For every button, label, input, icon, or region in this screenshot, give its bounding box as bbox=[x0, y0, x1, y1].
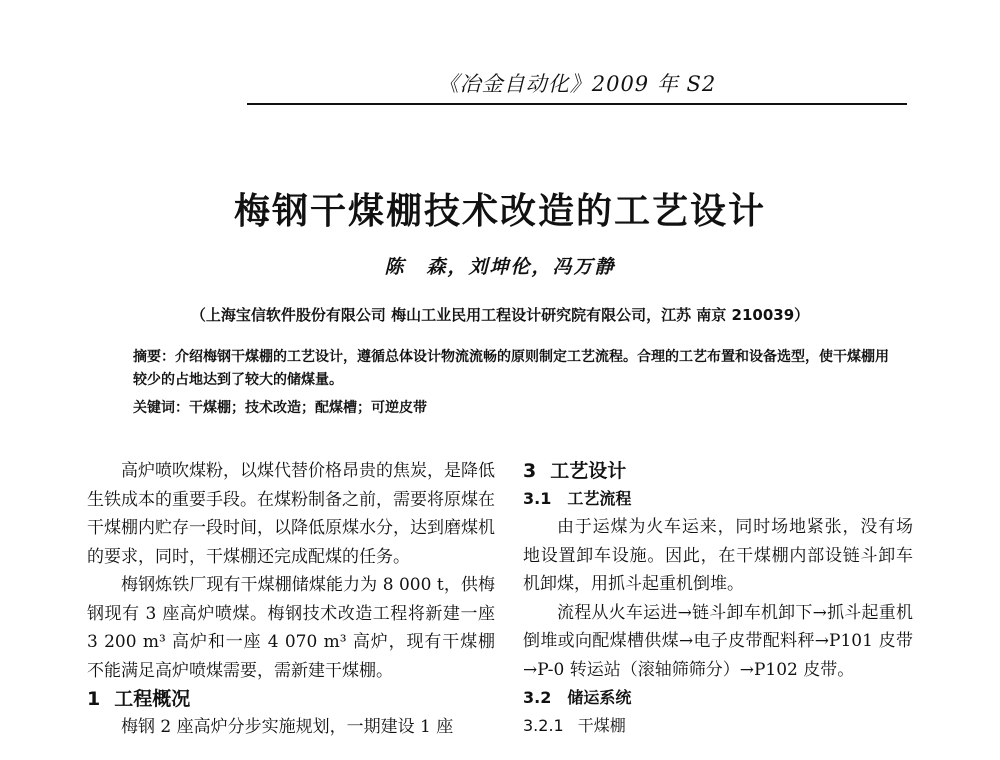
left-column bbox=[87, 457, 495, 742]
paragraph: 梅钢炼铁厂现有干煤棚储煤能力为 8 000 t，供梅钢现有 3 座高炉喷煤。梅钢技术改造工程将新建一座 3 200 m³ 高炉和一座 4 070 m³ 高炉，现有干煤棚不能满足高炉喷煤需要，需新建干煤棚。 bbox=[87, 575, 495, 681]
section-number: 3 bbox=[523, 460, 537, 482]
abstract-text: 介绍梅钢干煤棚的工艺设计，遵循总体设计物流流畅的原则制定工艺流程。合理的工艺布置和设备选型，使干煤棚用较少的占地达到了较大的储煤量。 bbox=[133, 349, 889, 388]
abstract-label: 摘要： bbox=[133, 349, 175, 365]
section-number: 1 bbox=[87, 688, 101, 710]
section-title: 工程概况 bbox=[114, 688, 191, 710]
paper-title: 梅钢干煤棚技术改造的工艺设计 bbox=[233, 191, 766, 232]
paragraph: 流程从火车运进→链斗卸车机卸下→抓斗起重机倒堆或向配煤槽供煤→电子皮带配料秤→P101 皮带→P-0 转运站（滚轴筛筛分）→P102 皮带。 bbox=[523, 602, 913, 680]
paragraph: 高炉喷吹煤粉，以煤代替价格昂贵的焦炭，是降低生铁成本的重要手段。在煤粉制备之前，需要将原煤在干煤棚内贮存一段时间，以降低原煤水分，达到磨煤机的要求，同时，干煤棚还完成配煤的任务。 bbox=[87, 461, 495, 567]
paper-authors: 陈 森，刘坤伦，冯万静 bbox=[384, 256, 616, 278]
abstract bbox=[133, 346, 893, 392]
paragraph: 由于运煤为火车运来，同时场地紧张，没有场地设置卸车设施。因此，在干煤棚内部设链斗卸车机卸煤，用抓斗起重机倒堆。 bbox=[523, 517, 913, 594]
keywords-label: 关键词： bbox=[133, 400, 189, 416]
subsection-title: 工艺流程 bbox=[567, 489, 632, 508]
subsubsection-number: 3.2.1 bbox=[523, 716, 564, 735]
header-rule bbox=[247, 103, 907, 105]
subsection-heading bbox=[523, 684, 913, 712]
subsubsection-title: 干煤棚 bbox=[577, 716, 626, 735]
section-heading bbox=[87, 685, 495, 713]
subsection-number: 3.1 bbox=[523, 489, 552, 508]
keywords-text: 干煤棚；技术改造；配煤槽；可逆皮带 bbox=[189, 400, 427, 416]
paragraph: 梅钢 2 座高炉分步实施规划，一期建设 1 座 bbox=[121, 717, 454, 737]
subsection-title: 储运系统 bbox=[567, 688, 632, 707]
section-title: 工艺设计 bbox=[550, 460, 627, 482]
subsection-number: 3.2 bbox=[523, 688, 552, 707]
section-heading bbox=[523, 457, 913, 485]
right-column bbox=[523, 457, 913, 740]
journal-header: 《冶金自动化》2009 年 S2 bbox=[437, 72, 717, 96]
subsubsection-heading bbox=[523, 712, 913, 740]
subsection-heading bbox=[523, 485, 913, 513]
keywords bbox=[133, 397, 893, 417]
paper-affiliation: （上海宝信软件股份有限公司 梅山工业民用工程设计研究院有限公司，江苏 南京 210039） bbox=[190, 306, 810, 324]
